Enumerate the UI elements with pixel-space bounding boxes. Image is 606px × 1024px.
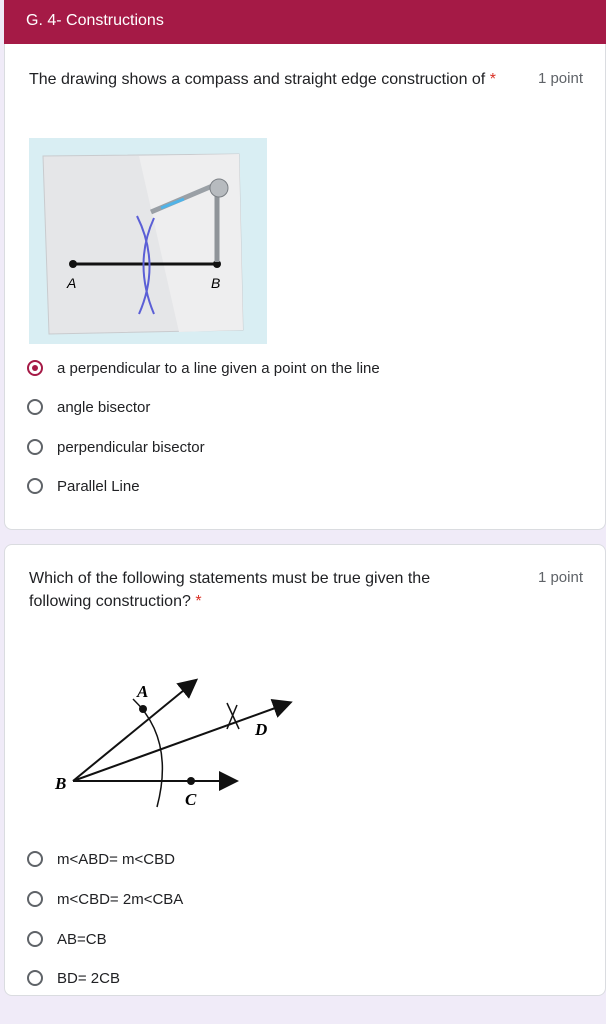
option-label: Parallel Line [57,477,140,495]
question-title [29,567,489,613]
radio-button[interactable] [27,399,43,415]
question-text: Which of the following statements must be true given the following construction? [29,570,431,610]
radio-button[interactable] [27,851,43,867]
section-title: G. 4- Constructions [26,12,164,29]
option-label: AB=CB [57,930,107,948]
label-c: C [185,790,197,809]
question-title [29,68,519,91]
option-abd-equals-cbd[interactable] [27,847,175,871]
required-asterisk: * [195,593,202,610]
radio-button[interactable] [27,970,43,986]
radio-button[interactable] [27,478,43,494]
option-label: m<ABD= m<CBD [57,850,175,868]
compass-construction-figure [29,138,267,344]
option-bd-double-cb[interactable] [27,966,120,990]
radio-button[interactable] [27,439,43,455]
question-card-2 [4,544,606,996]
question-card-1 [4,44,606,530]
section-header [4,0,606,44]
radio-button[interactable] [27,891,43,907]
angle-bisector-figure [41,669,301,809]
option-parallel-line[interactable] [27,474,140,498]
question-text: The drawing shows a compass and straight edge construction of [29,71,486,88]
option-label: m<CBD= 2m<CBA [57,890,184,908]
compass-construction-image [29,138,267,344]
angle-construction-figure [41,669,301,809]
required-asterisk: * [489,71,496,88]
points-label: 1 point [537,70,583,87]
option-cbd-double-cba[interactable] [27,887,183,911]
label-b: B [55,774,67,793]
option-label: angle bisector [57,398,151,416]
radio-button[interactable] [27,931,43,947]
option-angle-bisector[interactable] [27,395,150,419]
label-b: B [211,275,221,291]
option-label: BD= 2CB [57,969,120,987]
option-label: a perpendicular to a line given a point on the line [57,359,380,377]
label-a: A [137,682,149,701]
option-label: perpendicular bisector [57,438,205,456]
option-perpendicular-bisector[interactable] [27,435,205,459]
label-a: A [67,275,77,291]
points-label: 1 point [537,569,583,586]
option-ab-equals-cb[interactable] [27,927,107,951]
radio-button[interactable] [27,360,43,376]
option-perpendicular-given-point[interactable] [27,356,380,380]
label-d: D [255,720,268,739]
